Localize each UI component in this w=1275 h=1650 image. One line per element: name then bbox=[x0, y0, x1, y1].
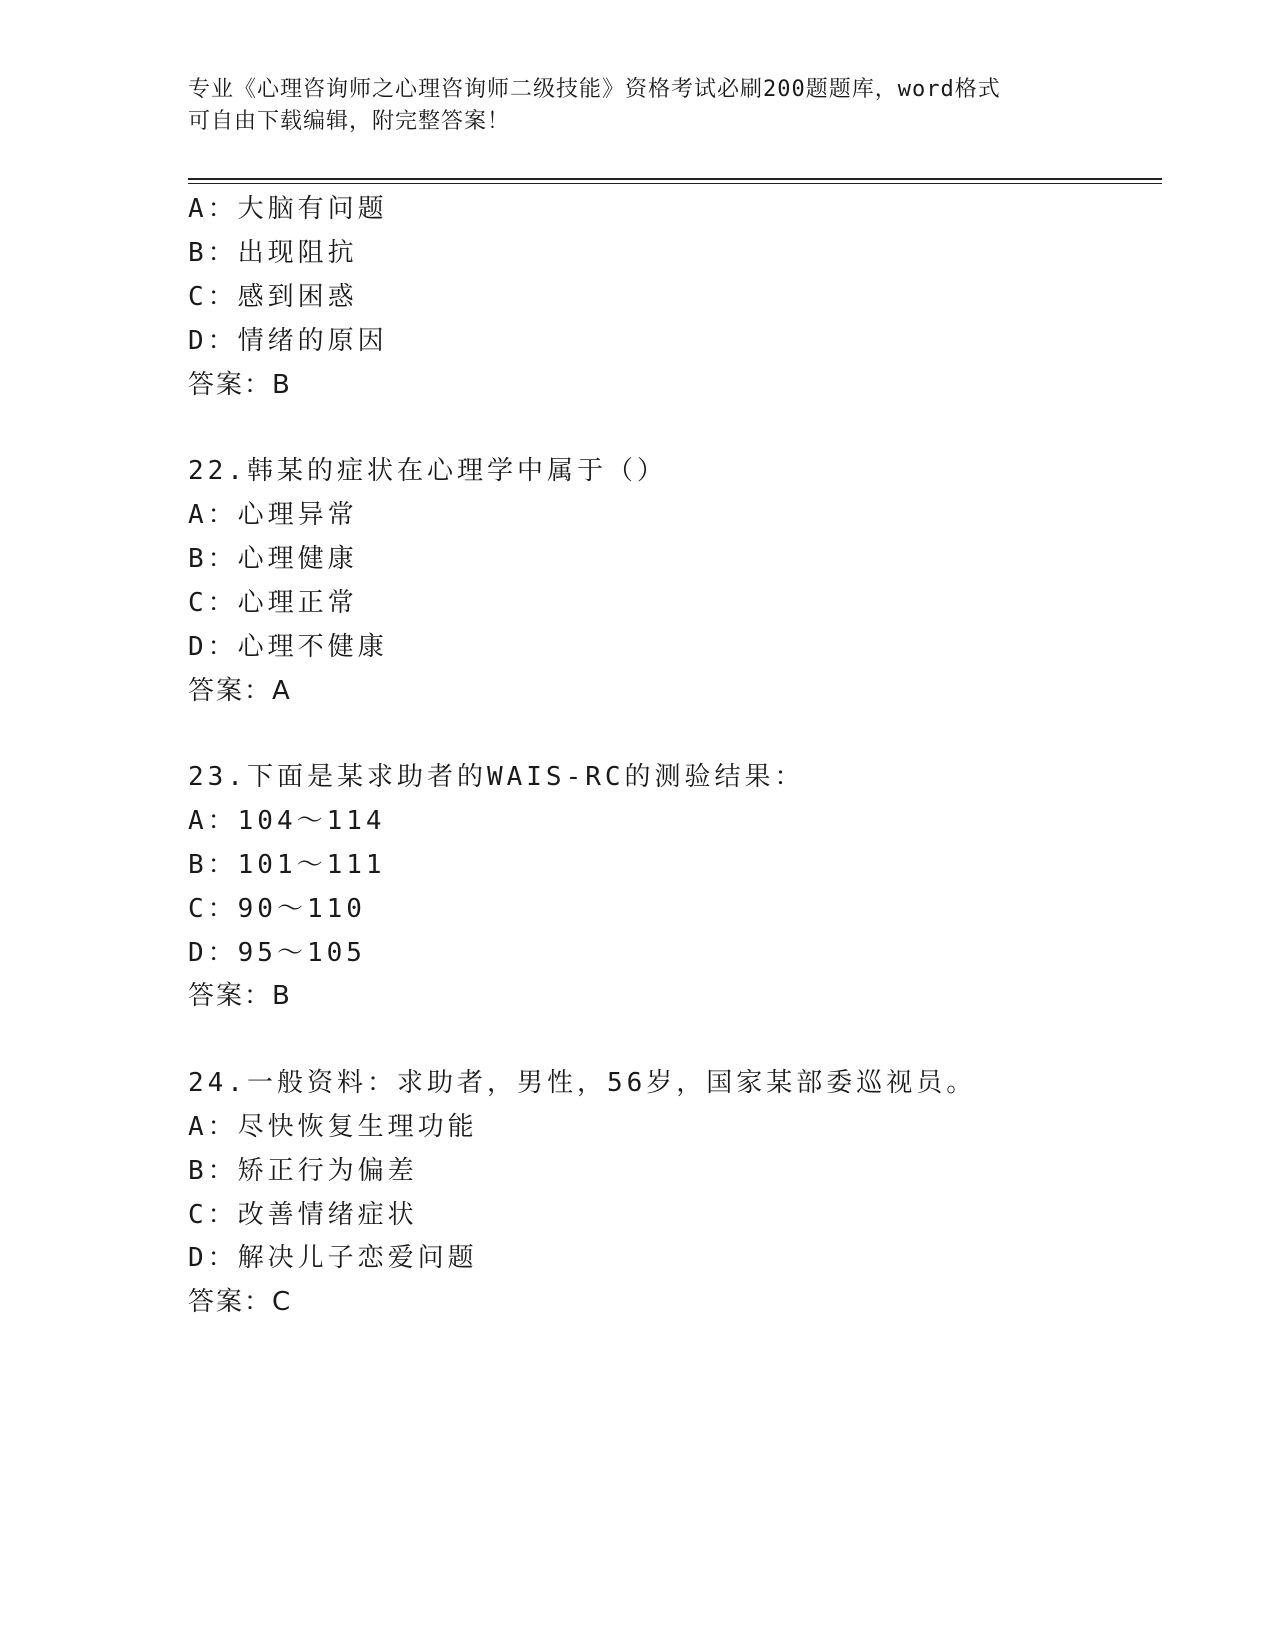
option-b: B：出现阻抗 bbox=[188, 238, 358, 268]
question-23: 23.下面是某求助者的WAIS-RC的测验结果： bbox=[188, 762, 805, 792]
option-a: A：心理异常 bbox=[188, 500, 358, 530]
answer-line: 答案：B bbox=[188, 981, 292, 1011]
header-divider-thick bbox=[188, 178, 1162, 180]
option-d: D：情绪的原因 bbox=[188, 326, 388, 356]
option-b: B：101～111 bbox=[188, 850, 386, 880]
question-24: 24.一般资料：求助者，男性，56岁，国家某部委巡视员。 bbox=[188, 1068, 977, 1098]
question-22: 22.韩某的症状在心理学中属于（） bbox=[188, 456, 667, 486]
option-a: A：大脑有问题 bbox=[188, 194, 388, 224]
answer-line: 答案：A bbox=[188, 676, 292, 706]
option-b: B：矫正行为偏差 bbox=[188, 1156, 418, 1186]
option-d: D：95～105 bbox=[188, 938, 366, 968]
option-c: C：90～110 bbox=[188, 894, 366, 924]
answer-line: 答案：C bbox=[188, 1287, 293, 1317]
header-title-line-2: 可自由下载编辑，附完整答案！ bbox=[188, 109, 511, 134]
option-c: C：改善情绪症状 bbox=[188, 1200, 418, 1230]
header-divider-thin bbox=[188, 183, 1162, 184]
option-d: D：心理不健康 bbox=[188, 632, 388, 662]
option-d: D：解决儿子恋爱问题 bbox=[188, 1243, 478, 1273]
answer-line: 答案：B bbox=[188, 370, 292, 400]
option-c: C：感到困惑 bbox=[188, 282, 358, 312]
option-a: A：尽快恢复生理功能 bbox=[188, 1112, 478, 1142]
option-a: A：104～114 bbox=[188, 806, 386, 836]
header-title-line-1: 专业《心理咨询师之心理咨询师二级技能》资格考试必刷200题题库，word格式 bbox=[188, 77, 1001, 102]
option-b: B：心理健康 bbox=[188, 544, 358, 574]
option-c: C：心理正常 bbox=[188, 588, 358, 618]
document-header bbox=[188, 74, 1088, 138]
